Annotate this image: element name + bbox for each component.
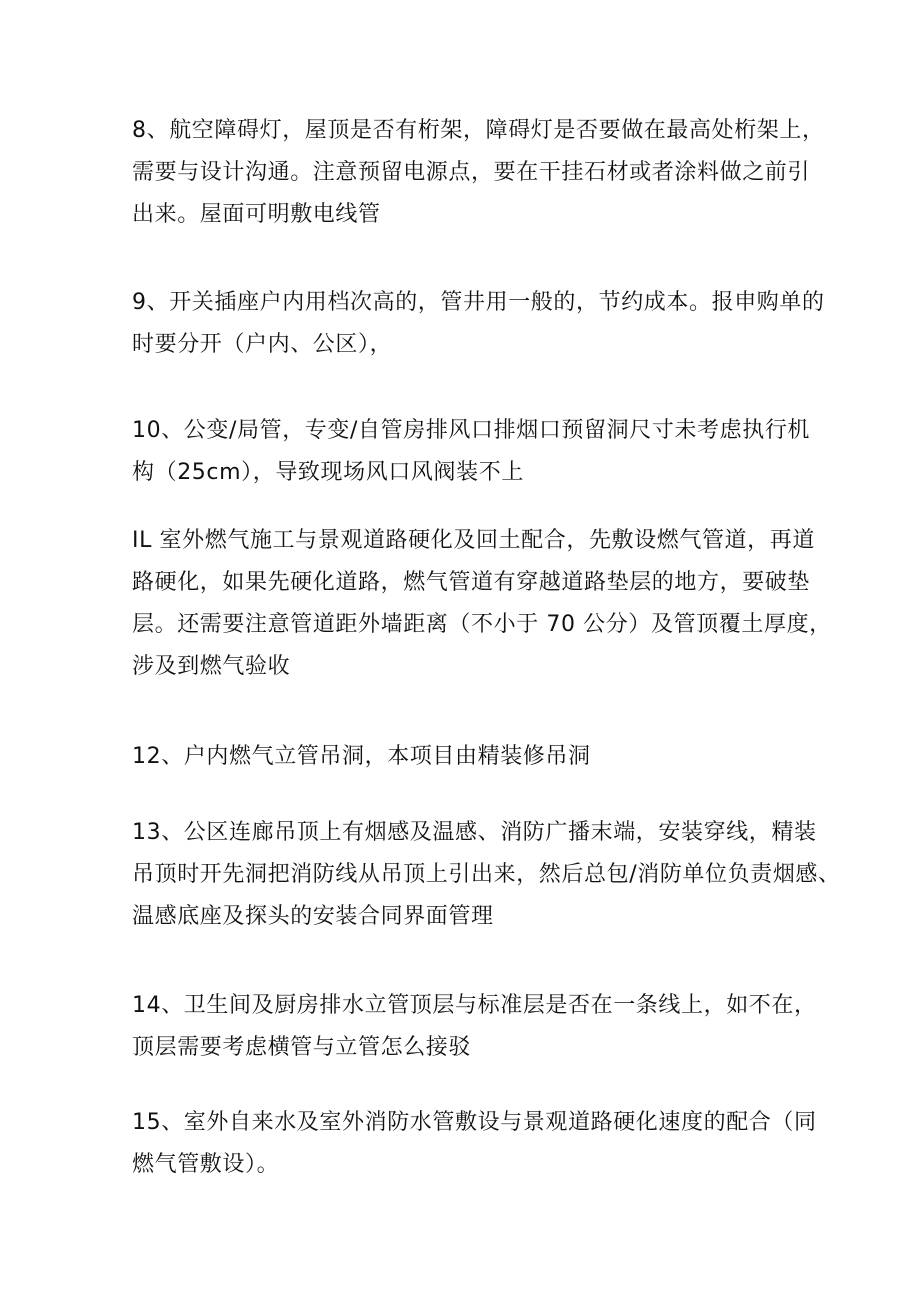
item-10-paragraph [132, 410, 811, 494]
item-15-paragraph [132, 1102, 817, 1186]
paragraph-line: 顶层需要考虑横管与立管怎么接驳 [132, 1035, 472, 1060]
paragraph-line: 时要分开（户内、公区）， [132, 332, 393, 357]
paragraph-line: 构（25cm），导致现场风口风阀装不上 [132, 460, 524, 485]
item-13-paragraph [132, 812, 841, 938]
item-11-paragraph [132, 520, 832, 688]
paragraph-line: 12、户内燃气立管吊洞，本项目由精装修吊洞 [132, 744, 591, 769]
paragraph-line: IL 室外燃气施工与景观道路硬化及回土配合，先敷设燃气管道，再道 [132, 528, 815, 553]
paragraph-line: 需要与设计沟通。注意预留电源点，要在干挂石材或者涂料做之前引 [132, 160, 811, 185]
paragraph-line: 层。还需要注意管道距外墙距离（不小于 70 公分）及管顶覆土厚度， [132, 612, 832, 637]
item-14-paragraph [132, 985, 817, 1069]
paragraph-line: 燃气管敷设）。 [132, 1152, 280, 1177]
paragraph-line: 吊顶时开先洞把消防线从吊顶上引出来，然后总包/消防单位负责烟感、 [132, 862, 841, 887]
paragraph-line: 14、卫生间及厨房排水立管顶层与标准层是否在一条线上，如不在， [132, 993, 817, 1018]
paragraph-line: 8、航空障碍灯，屋顶是否有桁架，障碍灯是否要做在最高处桁架上， [132, 118, 825, 143]
paragraph-line: 路硬化，如果先硬化道路，燃气管道有穿越道路垫层的地方，要破垫 [132, 570, 811, 595]
paragraph-line: 温感底座及探头的安装合同界面管理 [132, 904, 494, 929]
item-8-paragraph [132, 110, 825, 236]
paragraph-line: 涉及到燃气验收 [132, 654, 291, 679]
paragraph-line: 13、公区连廊吊顶上有烟感及温感、消防广播末端，安装穿线，精装 [132, 820, 817, 845]
paragraph-line: 出来。屋面可明敷电线管 [132, 202, 381, 227]
paragraph-line: 10、公变/局管，专变/自管房排风口排烟口预留洞尺寸未考虑执行机 [132, 418, 811, 443]
item-9-paragraph [132, 282, 825, 366]
paragraph-line: 9、开关插座户内用档次高的，管井用一般的，节约成本。报申购单的 [132, 290, 825, 315]
paragraph-line: 15、室外自来水及室外消防水管敷设与景观道路硬化速度的配合（同 [132, 1110, 817, 1135]
item-12-paragraph [132, 736, 808, 778]
